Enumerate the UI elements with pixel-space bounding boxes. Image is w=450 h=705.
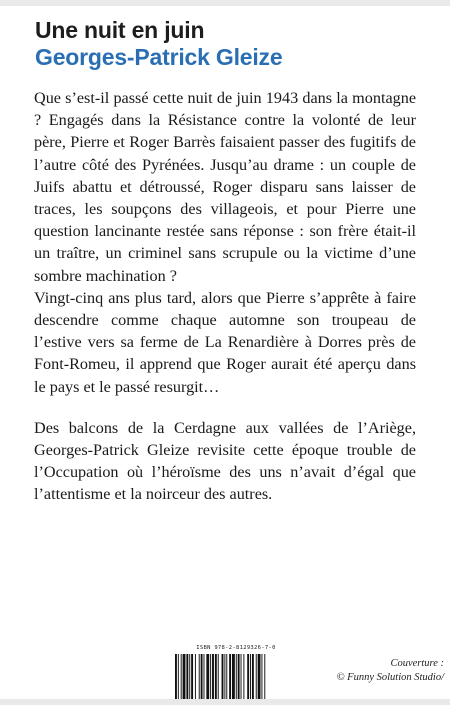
isbn-label: ISBN 978-2-8129326-7-0	[196, 645, 276, 651]
barcode-area	[172, 645, 300, 705]
credit-value: © Funny Solution Studio/	[336, 672, 444, 683]
book-author: Georges-Patrick Gleize	[35, 44, 283, 70]
blurb-text	[34, 87, 416, 506]
blurb-paragraph: Que s’est-il passé cette nuit de juin 1943 dans la montagne ? Engagés dans la Résistance contre la volonté de leur père, Pierre et Roger Barrès faisaient passer des fugitifs de l’autre côté des Pyrénées. Jusqu’au drame : un couple de Juifs abattu et détroussé, Roger disparu sans laisser de traces, les soupçons des villageois, et pour Pierre une question lancinante restée sans réponse : son frère était-il un traître, un criminel sans scrupule ou la victime d’une sombre machination ?	[34, 89, 416, 285]
scan-edge-top	[0, 0, 450, 6]
book-title: Une nuit en juin	[35, 17, 205, 43]
cover-credit	[304, 657, 444, 685]
scan-edge-bottom	[0, 699, 450, 705]
blurb-paragraph: Des balcons de la Cerdagne aux vallées de l’Ariège, Georges-Patrick Gleize revisite cette époque trouble de l’Occupation où l’héroïsme des uns n’avait d’égal que l’attentisme et la noirceur des autres.	[34, 418, 416, 504]
credit-label: Couverture :	[390, 658, 444, 669]
barcode-icon	[172, 654, 300, 705]
blurb-paragraph: Vingt-cinq ans plus tard, alors que Pierre s’apprête à faire descendre comme chaque automne son troupeau de l’estive vers sa ferme de La Renardière à Dorres près de Font-Romeu, il apprend que Roger aurait été aperçu dans le pays et le passé resurgit…	[34, 288, 416, 396]
